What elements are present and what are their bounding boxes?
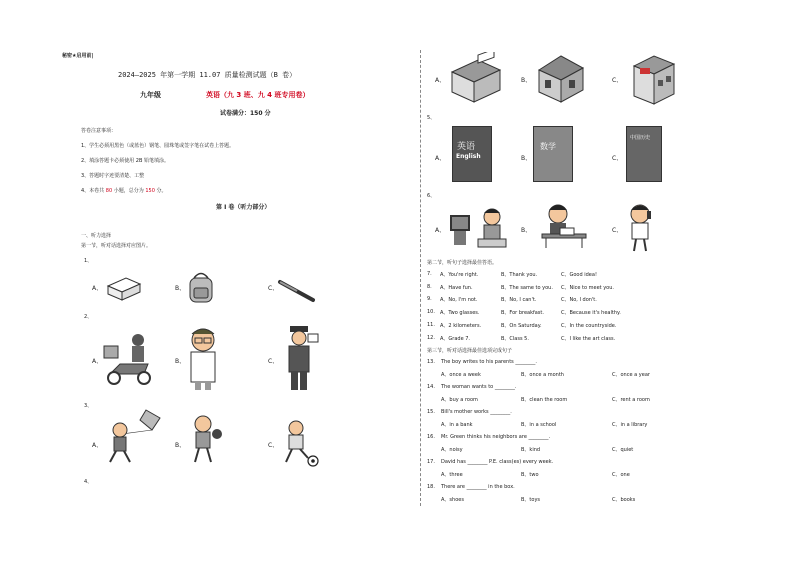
eraser-icon (104, 272, 144, 304)
answer-option-c[interactable]: C、No, I don't. (561, 297, 597, 304)
answer-option-b[interactable]: B、On Saturday. (501, 322, 542, 329)
boy-football-icon (280, 420, 320, 468)
postman-icon (280, 324, 320, 392)
answer-option-a[interactable]: A、shoes (441, 497, 464, 503)
answer-option-c[interactable]: C、one (612, 472, 630, 478)
section1-instruction: 第一节，听对话选择对应图片。 (81, 243, 152, 249)
option-label: B、 (175, 358, 186, 365)
option-label: C、 (268, 358, 279, 365)
answer-option-a[interactable]: A、No, I'm not. (440, 297, 478, 304)
question-number: 12. (427, 334, 435, 341)
note-item: 3、答题时字迹要清楚、工整 (81, 173, 145, 179)
section1-heading: 一、听力选择 (81, 233, 112, 239)
pen-icon (277, 278, 317, 304)
option-label: B、 (521, 227, 532, 234)
question-stem: The woman wants to ________. (441, 384, 517, 390)
answer-option-b[interactable]: B、No, I can't. (501, 297, 537, 304)
question-number: 11. (427, 321, 435, 328)
house-icon (533, 50, 589, 104)
answer-option-a[interactable]: A、three (441, 472, 463, 478)
secret-mark: 秘密★启用前| (62, 53, 94, 59)
option-label: C、 (268, 442, 279, 449)
section3-title: 第三节，听对话选择最佳选项完成句子 (427, 348, 513, 354)
building-sign-icon (448, 52, 504, 104)
question-stem: The boy writes to his parents ________. (441, 359, 537, 365)
question-number: 6、 (427, 193, 436, 199)
answer-option-b[interactable]: B、kind (521, 447, 541, 453)
answer-option-c[interactable]: C、in a library (612, 422, 648, 428)
question-number: 13. (427, 359, 435, 365)
english-book-icon (452, 126, 492, 182)
answer-option-c[interactable]: C、In the countryside. (561, 322, 617, 329)
answer-option-c[interactable]: C、rent a room (612, 397, 650, 403)
answer-option-a[interactable]: A、once a week (441, 372, 481, 378)
question-number: 17. (427, 459, 435, 465)
answer-option-b[interactable]: B、two (521, 472, 539, 478)
boy-phone-icon (623, 203, 657, 253)
answer-option-c[interactable]: C、quiet (612, 447, 634, 453)
question-number: 18. (427, 484, 435, 490)
section2-title: 第二节，听句子选择最佳答语。 (427, 260, 498, 266)
grade-label: 九年级 (140, 91, 161, 99)
question-stem: There are ________ in the box. (441, 484, 515, 490)
question-stem: Mr. Green thinks his neighbors are ________. (441, 434, 551, 440)
option-label: A、 (92, 285, 103, 292)
option-label: A、 (435, 155, 446, 162)
answer-option-c[interactable]: C、I like the art class. (561, 335, 616, 342)
notes-heading: 答卷注意事项： (81, 128, 117, 134)
answer-option-c[interactable]: C、Because it's healthy. (561, 310, 621, 317)
option-label: A、 (92, 442, 103, 449)
question-stem: Bill's mother works ________. (441, 409, 512, 415)
doctor-icon (186, 326, 220, 390)
option-label: B、 (521, 155, 532, 162)
answer-option-a[interactable]: A、in a bank (441, 422, 473, 428)
answer-option-c[interactable]: C、books (612, 497, 636, 503)
subject-label: 英语（九 3 班、九 4 班专用卷） (206, 91, 310, 99)
boy-pingpong-icon (187, 414, 223, 464)
question-number: 9. (427, 296, 432, 303)
answer-option-a[interactable]: A、buy a room (441, 397, 478, 403)
book-title: 中国历史 (630, 135, 651, 141)
question-number: 7. (427, 271, 432, 277)
boy-tv-icon (448, 205, 512, 251)
delivery-scooter-icon (100, 330, 156, 388)
boy-reading-icon (538, 202, 592, 250)
answer-option-a[interactable]: A、Grade 7. (440, 335, 471, 342)
backpack-icon (186, 268, 216, 306)
question-number: 14. (427, 384, 435, 390)
question-number: 4、 (84, 479, 93, 485)
question-number: 5、 (427, 115, 436, 121)
note-item: 1、学生必须用黑色（或蓝色）钢笔、圆珠笔或签字笔在试卷上答题。 (81, 143, 235, 149)
answer-option-a[interactable]: A、noisy (441, 447, 463, 453)
question-number: 15. (427, 409, 435, 415)
history-book-icon (626, 126, 662, 182)
answer-option-b[interactable]: B、once a month (521, 372, 564, 378)
option-label: C、 (612, 155, 623, 162)
option-label: B、 (175, 285, 186, 292)
option-label: A、 (435, 77, 446, 84)
answer-option-a[interactable]: A、Have fun. (440, 284, 473, 291)
option-label: B、 (175, 442, 186, 449)
answer-option-a[interactable]: A、You're right. (440, 272, 479, 278)
question-number: 10. (427, 309, 435, 316)
question-number: 8. (427, 283, 432, 290)
note-item: 2、填涂答题卡必须使用 2B 铅笔填涂。 (81, 158, 169, 164)
column-divider (420, 50, 421, 506)
option-label: B、 (521, 77, 532, 84)
option-label: C、 (612, 227, 623, 234)
question-number: 3、 (84, 403, 93, 409)
hospital-building-icon (624, 50, 680, 106)
answer-option-c[interactable]: C、once a year (612, 372, 650, 378)
answer-option-a[interactable]: A、2 kilometers. (440, 322, 482, 329)
answer-option-c[interactable]: C、Good idea! (561, 272, 597, 278)
option-label: C、 (268, 285, 279, 292)
answer-option-c[interactable]: C、Nice to meet you. (561, 284, 614, 291)
answer-option-b[interactable]: B、toys (521, 497, 541, 503)
question-number: 1、 (84, 258, 93, 264)
option-label: A、 (435, 227, 446, 234)
answer-option-b[interactable]: B、The same to you. (501, 284, 553, 291)
full-score: 试卷满分：150 分 (220, 110, 271, 117)
answer-option-b[interactable]: B、clean the room (521, 397, 568, 403)
book-subtitle: English (456, 153, 481, 160)
question-number: 16. (427, 434, 435, 440)
book-title: 英语 (457, 142, 476, 152)
part1-title: 第 I 卷（听力部分） (216, 204, 271, 211)
note-item: 4、本卷共 80 小题，总分为 150 分。 (81, 188, 167, 194)
answer-option-b[interactable]: B、in a school (521, 422, 557, 428)
answer-option-a[interactable]: A、Two glasses. (440, 310, 480, 317)
option-label: A、 (92, 358, 103, 365)
boy-kite-icon (102, 408, 164, 466)
answer-option-b[interactable]: B、Thank you. (501, 272, 538, 278)
book-title: 数学 (540, 142, 556, 151)
option-label: C、 (612, 77, 623, 84)
question-number: 2、 (84, 314, 93, 320)
answer-option-b[interactable]: B、Class 5. (501, 335, 529, 342)
question-stem: David has ________ P.E. class(es) every week. (441, 459, 554, 465)
answer-option-b[interactable]: B、For breakfast. (501, 310, 544, 317)
exam-title: 2024—2025 年第一学期 11.07 质量检测试题（B 卷） (118, 71, 297, 79)
math-book-icon (533, 126, 573, 182)
